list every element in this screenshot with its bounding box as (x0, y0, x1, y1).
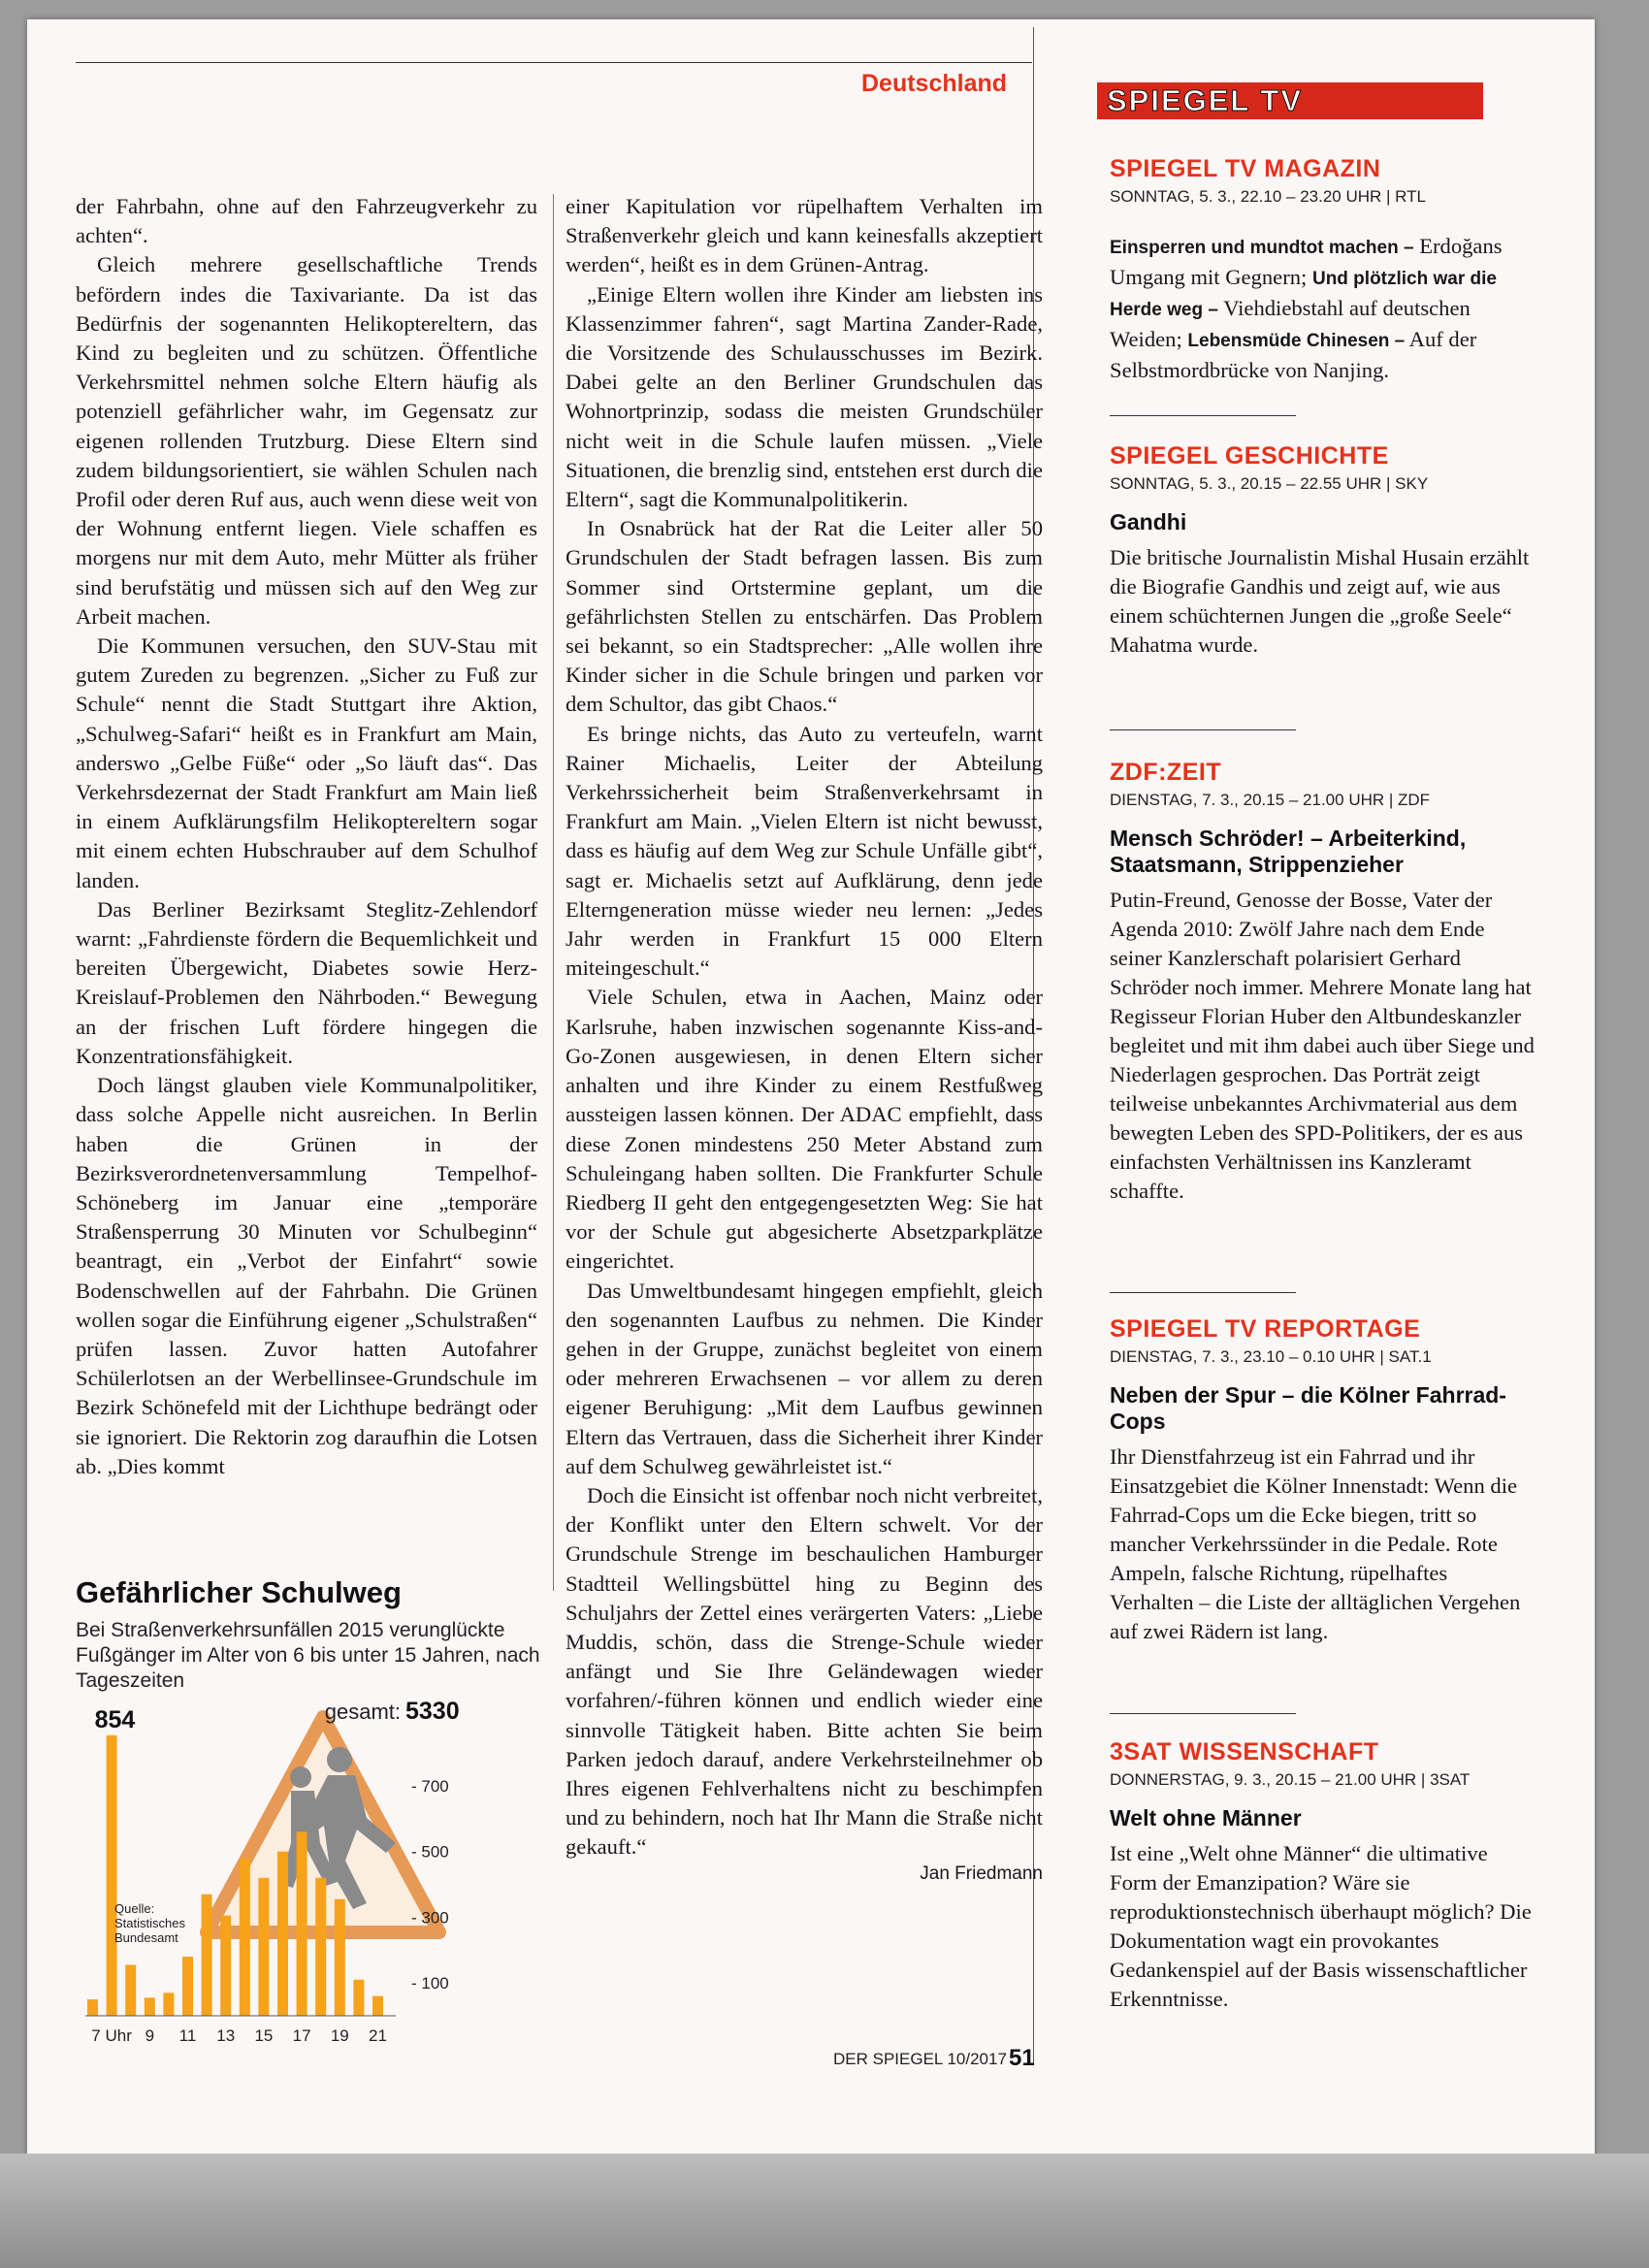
article-column-2 (566, 192, 1043, 1886)
paragraph: Doch die Einsicht ist offenbar noch nicht verbreitet, der Konflikt unter den Eltern schwelt. Vor der Grundschule Strenge im beschaulichen Hamburger Stadtteil Wellingsbüttel hing zu Beginn des Schuljahrs der Zettel eines verärgerten Vaters: „Liebe Muddis, schön, dass die Strenge-Schule wieder anfängt und Sie Ihre Geländewagen wieder vorfahren/-führen können und endlich wieder eine sinnvolle Tätigkeit haben. Bitte achten Sie beim Parken jedoch darauf, andere Verkehrsteilnehmer ob Ihres eigenen Fehlverhaltens nicht zu beschimpfen und zu behindern, noch hat Ihr Mann die Straße nicht gekauft.“ (566, 1482, 1043, 1860)
segment-text: Auf der Selbstmordbrücke von Nanjing. (1110, 327, 1477, 382)
show-schedule: SONNTAG, 5. 3., 22.10 – 23.20 UHR | RTL (1110, 187, 1426, 206)
show-headline: Mensch Schröder! – Arbeiterkind, Staatsmann, Strippenzieher (1110, 826, 1467, 877)
segment-lead: Und plötzlich war die Herde weg – (1110, 269, 1497, 320)
segment-lead: Einsperren und mundtot machen – (1110, 238, 1414, 258)
x-tick-label: 13 (216, 2026, 236, 2045)
show-divider (1110, 1713, 1296, 1714)
y-tick-label: - 700 (411, 1776, 449, 1796)
paragraph: Die Kommunen versuchen, den SUV-Stau mit gutem Zureden zu begrenzen. „Sicher zu Fuß zur Schule“ nennt die Stadt Stuttgart ihre Aktion, „Schulweg-Safari“ heißt es in Frankfurt am Main, anderswo „Gelbe Füße“ oder „So läuft das“. Das Verkehrsdezernat der Stadt Frankfurt am Main ließ in einem Aufklärungsfilm Helikoptereltern sogar mit einem echten Hubschrauber auf dem Schulhof landen. (76, 633, 537, 892)
show-description: Ist eine „Welt ohne Männer“ die ultimative Form der Emanzipation? Wäre sie reproduktionstechnisch überhaupt möglich? Die Dokumentation wagt ein provokantes Gedankenspiel auf der Basis wissenschaftlicher Erkenntnisse. (1110, 1841, 1532, 2011)
bar-hour-20 (353, 1980, 364, 2016)
y-tick-label: - 100 (411, 1974, 449, 1993)
magazine-page (27, 19, 1595, 2188)
show-3sat-wissenschaft (1110, 1738, 1536, 2014)
bar-hour-16 (277, 1852, 288, 2016)
show-headline: Neben der Spur – die Kölner Fahrrad-Cops (1110, 1382, 1506, 1434)
magazine-issue: DER SPIEGEL 10/2017 (833, 2050, 1007, 2068)
bar-hour-15 (258, 1878, 269, 2016)
y-tick-label: - 500 (411, 1842, 449, 1862)
show-schedule: DONNERSTAG, 9. 3., 20.15 – 21.00 UHR | 3SAT (1110, 1770, 1471, 1789)
show-title: SPIEGEL TV REPORTAGE (1110, 1315, 1421, 1343)
bar-hour-11 (182, 1957, 193, 2016)
x-tick-label: 19 (330, 2026, 349, 2045)
x-tick-label: 15 (254, 2026, 274, 2045)
bar-hour-12 (202, 1895, 212, 2016)
bar-hour-14 (240, 1858, 250, 2016)
top-rule (76, 62, 1032, 63)
x-tick-label: 17 (292, 2026, 311, 2045)
show-divider (1110, 729, 1296, 730)
show-description: Die britische Journalistin Mishal Husain erzählt die Biografie Gandhis und zeigt auf, wie aus einem schüchternen Jungen die „große Seele“ Mahatma wurde. (1110, 545, 1530, 657)
show-schedule: SONNTAG, 5. 3., 20.15 – 22.55 UHR | SKY (1110, 474, 1429, 493)
spiegel-tv-banner (1097, 82, 1483, 119)
paragraph: „Einige Eltern wollen ihre Kinder am liebsten ins Klassenzimmer fahren“, sagt Martina Zander-Rade, die Vorsitzende des Schulausschusses im Bezirk. Dabei gelte an den Berliner Grundschulen das Wohnortprinzip, sodass die meisten Grundschüler nicht weit in die Schule laufen müssen. „Viele Situationen, die brenzlig sind, entstehen erst durch die Eltern“, sagt die Kommunalpolitikerin. (566, 281, 1043, 512)
x-tick-label: 7 Uhr (91, 2026, 132, 2045)
peak-value-label: 854 (94, 1705, 136, 1733)
chart-subtitle: Bei Straßenverkehrsunfällen 2015 verunglückte Fußgänger im Alter von 6 bis unter 15 Jahren, nach Tageszeiten (76, 1619, 540, 1692)
show-title: ZDF:ZEIT (1110, 759, 1222, 786)
show-description: Putin-Freund, Genosse der Bosse, Vater der Agenda 2010: Zwölf Jahre nach dem Ende seiner Kanzlerschaft polarisiert Gerhard Schröder noch immer. Mehrere Monate lang hat Regisseur Florian Huber den Altbundeskanzler begleitet und mit ihm dabei auch über Siege und Niederlagen gesprochen. Das Porträt zeigt teilweise unbekanntes Archivmaterial aus dem bewegten Leben des SPD-Politikers, der es aus einfachsten Verhältnissen ins Kanzleramt schaffte. (1110, 888, 1535, 1203)
show-divider (1110, 1292, 1296, 1293)
bar-hour-9 (145, 1997, 155, 2016)
x-axis (91, 2026, 387, 2045)
show-spiegel-tv-reportage (1110, 1315, 1536, 1646)
paragraph: einer Kapitulation vor rüpelhaftem Verhalten im Straßenverkehr gleich und kann keinesfalls akzeptiert werden“, heißt es in dem Grünen-Antrag. (566, 194, 1043, 277)
show-spiegel-geschichte (1110, 442, 1536, 660)
author-name: Jan Friedmann (920, 1863, 1043, 1884)
total-label: gesamt: (324, 1700, 401, 1724)
bar-hour-10 (163, 1993, 174, 2016)
bar-hour-21 (372, 1996, 383, 2016)
bar-hour-19 (335, 1899, 345, 2016)
show-zdf-zeit (1110, 759, 1536, 1206)
bar-hour-8 (125, 1965, 136, 2016)
bar-hour-7 (107, 1735, 117, 2016)
article-column-1 (76, 192, 537, 1481)
paragraph: der Fahrbahn, ohne auf den Fahrzeugverkehr zu achten“. (76, 194, 537, 248)
show-headline: Welt ohne Männer (1110, 1805, 1302, 1831)
bar-hour-6 (87, 1999, 98, 2016)
show-title: SPIEGEL TV MAGAZIN (1110, 155, 1381, 182)
paragraph: Viele Schulen, etwa in Aachen, Mainz oder Karlsruhe, haben inzwischen sogenannte Kiss-and-Go-Zonen ausgewiesen, in denen Eltern sicher anhalten und ihre Kinder zu einem Restfußweg aussteigen lassen können. Der ADAC empfiehlt, dass diese Zonen mindestens 250 Meter Abstand zum Schuleingang haben sollten. Die Frankfurter Schule Riedberg II geht den entgegengesetzten Weg: Sie hat vor der Schule gut abgesicherte Absetzparkplätze eingerichtet. (566, 985, 1043, 1274)
total-value: 5330 (405, 1698, 460, 1725)
x-tick-label: 11 (178, 2026, 197, 2045)
show-schedule: DIENSTAG, 7. 3., 23.10 – 0.10 UHR | SAT.1 (1110, 1347, 1432, 1366)
x-tick-label: 21 (369, 2026, 387, 2045)
chart-title: Gefährlicher Schulweg (76, 1575, 402, 1609)
section-label: Deutschland (861, 70, 1008, 97)
paragraph: Gleich mehrere gesellschaftliche Trends befördern indes die Taxivariante. Da ist das Bedürfnis der sogenannten Helikoptereltern, das Kind zu begleiten und zu schützen. Öffentliche Verkehrsmittel nehmen solche Eltern häufig als potenziell gefährlicher wahr, im Gegensatz zur eigenen rollenden Trutzburg. Diese Eltern sind zudem bildungsorientiert, sie wählen Schulen nach Profil oder deren Ruf aus, auch wenn diese weit von der Wohnung entfernt liegen. Viele schaffen es morgens nur mit dem Auto, mehr Mütter als früher sind berufstätig und müssen sich auf den Weg zur Arbeit machen. (76, 252, 537, 629)
segment-text: Viehdiebstahl auf deutschen Weiden; (1110, 296, 1471, 351)
bar-hour-13 (220, 1916, 231, 2016)
bar-hour-17 (297, 1831, 307, 2016)
chart-source: Quelle: Statistisches Bundesamt (114, 1901, 185, 1945)
column-separator (553, 194, 554, 1591)
show-description: Ihr Dienstfahrzeug ist ein Fahrrad und ihr Einsatzgebiet die Kölner Innenstadt: Wenn die Fahrrad-Cops um die Ecke biegen, tritt so mancher Verkehrssünder in die Pedale. Rote Ampeln, falsche Richtung, rüpelhaftes Verhalten – die Liste der alltäglichen Vergehen auf zwei Rädern ist lang. (1110, 1444, 1521, 1643)
accident-bar-chart (76, 1698, 532, 2047)
show-title: SPIEGEL GESCHICHTE (1110, 442, 1389, 470)
page-number: 51 (1009, 2045, 1035, 2071)
show-spiegel-tv-magazin (1110, 155, 1536, 385)
paragraph: Doch längst glauben viele Kommunalpolitiker, dass solche Appelle nicht ausreichen. In Berlin haben die Grünen in der Bezirksverordnetenversammlung Tempelhof-Schöneberg im Januar eine „temporäre Straßensperrung 30 Minuten vor Schulbeginn“ beantragt, ein „Verbot der Einfahrt“ sowie Bodenschwellen auf der Fahrbahn. Die Grünen wollen sogar die Einführung eigener „Schulstraßen“ prüfen lassen. Zuvor hatten Autofahrer Schülerlotsen an der Werbellinsee-Grundschule im Bezirk Schönefeld mit der Lichthupe bedrängt oder sie ignoriert. Die Rektorin zog daraufhin die Lotsen ab. „Dies kommt (76, 1073, 537, 1478)
bar-hour-18 (315, 1878, 326, 2016)
paragraph: Es bringe nichts, das Auto zu verteufeln, warnt Rainer Michaelis, Leiter der Abteilung Verkehrssicherheit beim Straßenverkehrsamt in Frankfurt am Main. „Vielen Eltern ist nicht bewusst, dass es häufig auf dem Weg zur Schule Unfälle gibt“, sagt er. Michaelis setzt auf Aufklärung, denn jede Elterngeneration müsse wieder neu lernen: „Jedes Jahr werden in Frankfurt 15 000 Eltern miteingeschult.“ (566, 721, 1043, 981)
paragraph: Das Berliner Bezirksamt Steglitz-Zehlendorf warnt: „Fahrdienste fördern die Bequemlichkeit und bereiten Übergewicht, Diabetes sowie Herz-Kreislauf-Problemen den Nährboden.“ Bewegung an der frischen Luft fördere hingegen die Konzentrationsfähigkeit. (76, 896, 537, 1068)
show-divider (1110, 415, 1296, 416)
show-title: 3SAT WISSENSCHAFT (1110, 1738, 1379, 1766)
x-tick-label: 9 (145, 2026, 155, 2045)
segment-lead: Lebensmüde Chinesen – (1187, 331, 1406, 351)
show-headline: Gandhi (1110, 509, 1187, 535)
paragraph: Das Umweltbundesamt hingegen empfiehlt, gleich den sogenannten Laufbus zu nehmen. Die Kinder gehen in der Gruppe, zunächst begleitet von einem oder mehreren Erwachsenen – vor allem zu deren eigener Beruhigung: „Mit dem Laufbus gewinnen Eltern das Vertrauen, dass die Sicherheit ihrer Kinder auf dem Schulweg gewährleistet ist.“ (566, 1278, 1043, 1478)
banner-label: SPIEGEL TV (1107, 83, 1304, 117)
scan-background (0, 2154, 1649, 2268)
paragraph: In Osnabrück hat der Rat die Leiter aller 50 Grundschulen der Stadt befragen lassen. Bis zum Sommer sind Ortstermine geplant, um die gefährlichsten Stellen zu entschärfen. Das Problem sei bekannt, so ein Stadtsprecher: „Alle wollen ihre Kinder sicher in die Schule bringen und parken vor dem Schultor, das gibt Chaos.“ (566, 516, 1043, 717)
y-tick-label: - 300 (411, 1908, 449, 1928)
segment-text: Erdoğans Umgang mit Gegnern; (1110, 234, 1503, 289)
show-schedule: DIENSTAG, 7. 3., 20.15 – 21.00 UHR | ZDF (1110, 791, 1431, 809)
